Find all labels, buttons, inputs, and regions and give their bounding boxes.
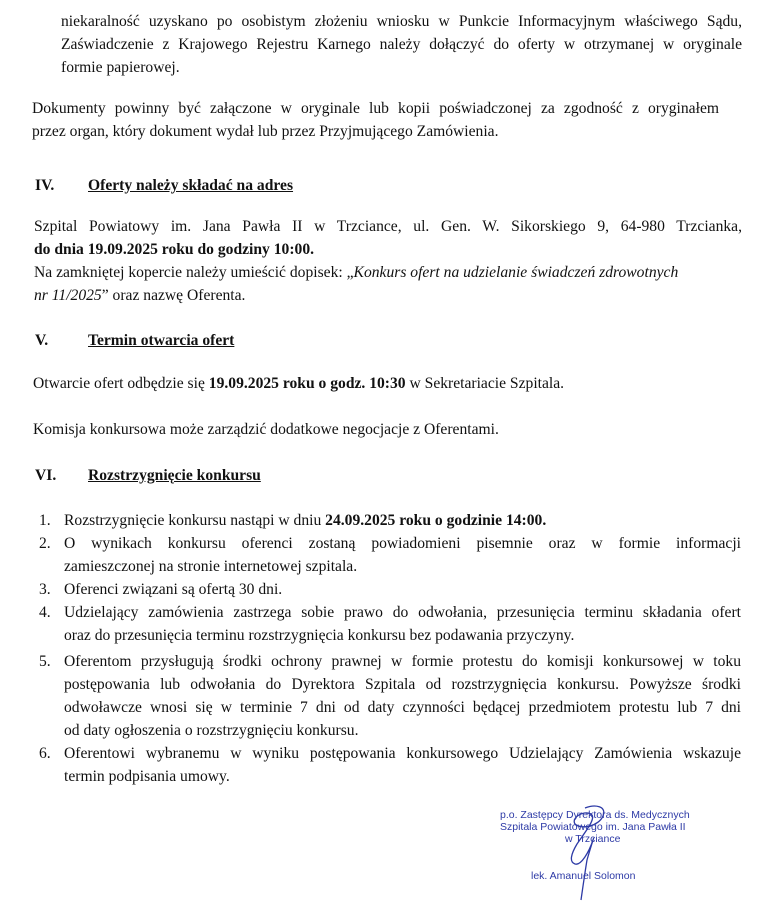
list-item-continuation: termin podpisania umowy. xyxy=(64,768,230,785)
list-item-text: Rozstrzygnięcie konkursu nastąpi w dniu xyxy=(64,512,326,529)
negotiation-line: Komisja konkursowa może zarządzić dodatkowe negocjacje z Oferentami. xyxy=(33,421,499,438)
list-item-continuation: od daty ogłoszenia o rozstrzygnięciu konkursu. xyxy=(64,722,359,739)
envelope-note-line xyxy=(34,263,678,283)
opening-text: Otwarcie ofert odbędzie się xyxy=(33,375,209,392)
address-line: Szpital Powiatowy im. Jana Pawła II w Trzciance, ul. Gen. W. Sikorskiego 9, 64-980 Trzcianka, xyxy=(34,218,742,235)
opening-place: w Sekretariacie Szpitala. xyxy=(405,375,565,392)
stamp-line: Szpitala Powiatowego im. Jana Pawła II xyxy=(500,821,686,833)
list-item: Oferentom przysługują środki ochrony prawnej w formie protestu do komisji konkursowej w toku xyxy=(64,653,741,670)
section-vi-title: Rozstrzygnięcie konkursu xyxy=(88,467,261,484)
documents-note-line: Dokumenty powinny być załączone w oryginale lub kopii poświadczonej za zgodność z oryginałem xyxy=(32,100,719,117)
section-iv-title: Oferty należy składać na adres xyxy=(88,177,294,194)
list-item: O wynikach konkursu oferenci zostaną powiadomieni pisemnie oraz w formie informacji xyxy=(64,535,741,552)
section-iv-number: IV. xyxy=(35,177,55,194)
handwritten-signature xyxy=(545,800,635,910)
envelope-note-number: nr 11/2025 xyxy=(34,287,102,304)
list-item-continuation: postępowania lub odwołania do Dyrektora Szpitala od rozstrzygnięcia konkursu. Powyższe środki xyxy=(64,676,741,693)
envelope-note-italic: Konkurs ofert na udzielanie świadczeń zdrowotnych xyxy=(353,264,679,281)
opening-line xyxy=(33,374,564,394)
list-item: Oferentowi wybranemu w wyniku postępowania konkursowego Udzielający Zamówienia wskazuje xyxy=(64,745,741,762)
list-item-number: 3. xyxy=(39,581,51,598)
section-v-number: V. xyxy=(35,332,49,349)
envelope-note-line xyxy=(34,286,245,306)
documents-note-line: przez organ, który dokument wydał lub przez Przyjmującego Zamówienia. xyxy=(32,123,499,140)
resolution-date: 24.09.2025 roku o godzinie 14:00. xyxy=(325,512,547,529)
envelope-note-tail: ” oraz nazwę Oferenta. xyxy=(101,287,246,304)
deadline-line: do dnia 19.09.2025 roku do godziny 10:00. xyxy=(34,241,315,258)
list-item xyxy=(64,511,546,531)
list-item: Oferenci związani są ofertą 30 dni. xyxy=(64,581,283,598)
list-item-number: 1. xyxy=(39,512,51,529)
stamp-line: lek. Amanuel Solomon xyxy=(531,870,636,882)
intro-line: niekaralność uzyskano po osobistym złożeniu wniosku w Punkcie Informacyjnym właściwego Sądu, xyxy=(61,13,742,30)
list-item: Udzielający zamówienia zastrzega sobie prawo do odwołania, przesunięcia terminu składania ofert xyxy=(64,604,741,621)
opening-date: 19.09.2025 roku o godz. 10:30 xyxy=(208,375,406,392)
list-item-number: 5. xyxy=(39,653,51,670)
envelope-note-text: Na zamkniętej kopercie należy umieścić dopisek: „ xyxy=(34,264,354,281)
list-item-number: 2. xyxy=(39,535,51,552)
list-item-number: 4. xyxy=(39,604,51,621)
intro-line: Zaświadczenie z Krajowego Rejestru Karnego należy dołączyć do oferty w otrzymanej w oryginale xyxy=(61,36,742,53)
intro-line: formie papierowej. xyxy=(61,59,180,76)
stamp-line: p.o. Zastępcy Dyrektora ds. Medycznych xyxy=(500,809,690,821)
list-item-continuation: odwoławcze wnosi się w terminie 7 dni od daty czynności będącej przedmiotem protestu lub 7 dni xyxy=(64,699,741,716)
section-v-title: Termin otwarcia ofert xyxy=(88,332,235,349)
list-item-continuation: oraz do przesunięcia terminu rozstrzygnięcia konkursu bez podawania przyczyny. xyxy=(64,627,575,644)
list-item-number: 6. xyxy=(39,745,51,762)
stamp-line: w Trzciance xyxy=(565,833,621,845)
list-item-continuation: zamieszczonej na stronie internetowej szpitala. xyxy=(64,558,358,575)
section-vi-number: VI. xyxy=(35,467,57,484)
